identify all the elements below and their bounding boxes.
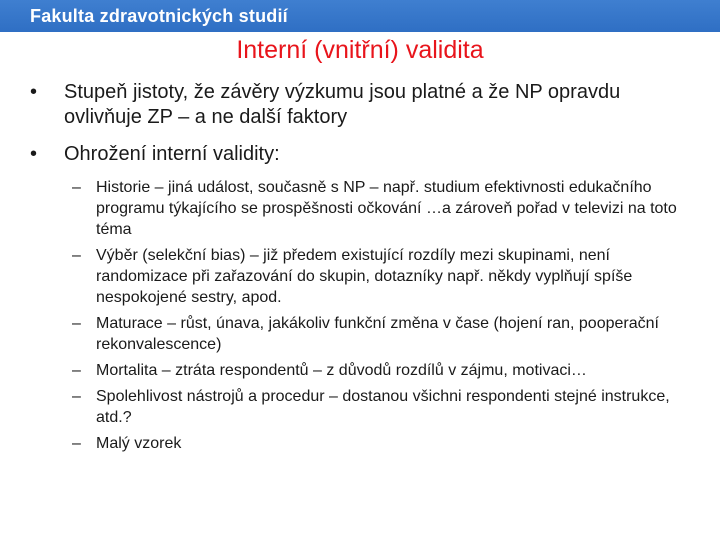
- sub-item-text: Maturace – růst, únava, jakákoliv funkční změna v čase (hojení ran, pooperační rekonvalescence): [96, 315, 659, 353]
- dash-icon: –: [72, 179, 81, 196]
- bullet-item: [30, 142, 700, 167]
- faculty-title: Fakulta zdravotnických studií: [30, 6, 288, 26]
- sub-item-selection: [30, 245, 700, 308]
- bullet-item: [30, 80, 700, 130]
- sub-item-maturation: [30, 313, 700, 355]
- sub-item-text: Malý vzorek: [96, 435, 182, 452]
- sub-item-reliability: [30, 386, 700, 428]
- header-bar: [0, 0, 720, 32]
- sub-item-text: Výběr (selekční bias) – již předem existující rozdíly mezi skupinami, není randomizace při zařazování do skupin, dotazníky např. někdy vyplňují spíše nespokojené sestry, apod.: [96, 247, 633, 306]
- dash-icon: –: [72, 362, 81, 379]
- bullet-text: Stupeň jistoty, že závěry výzkumu jsou platné a že NP opravdu ovlivňuje ZP – a ne další faktory: [64, 81, 621, 128]
- dash-icon: –: [72, 388, 81, 405]
- sub-item-text: Historie – jiná událost, současně s NP – např. studium efektivnosti edukačního programu týkajícího se prospěšnosti očkování …a zároveň pořad v televizi na toto téma: [96, 179, 677, 238]
- bullet-icon: •: [30, 143, 38, 165]
- sub-item-small-sample: [30, 433, 700, 454]
- sub-item-mortality: [30, 360, 700, 381]
- bullet-icon: •: [30, 81, 38, 103]
- dash-icon: –: [72, 315, 81, 332]
- sub-item-text: Mortalita – ztráta respondentů – z důvodů rozdílů v zájmu, motivaci…: [96, 362, 587, 379]
- dash-icon: –: [72, 435, 81, 452]
- dash-icon: –: [72, 247, 81, 264]
- bullet-text: Ohrožení interní validity:: [64, 143, 280, 165]
- sub-item-history: [30, 177, 700, 240]
- slide-title: Interní (vnitřní) validita: [236, 36, 484, 64]
- sub-item-text: Spolehlivost nástrojů a procedur – dostanou všichni respondenti stejné instrukce, atd.?: [96, 388, 670, 426]
- slide-content: [30, 80, 700, 459]
- threats-list: [30, 177, 700, 454]
